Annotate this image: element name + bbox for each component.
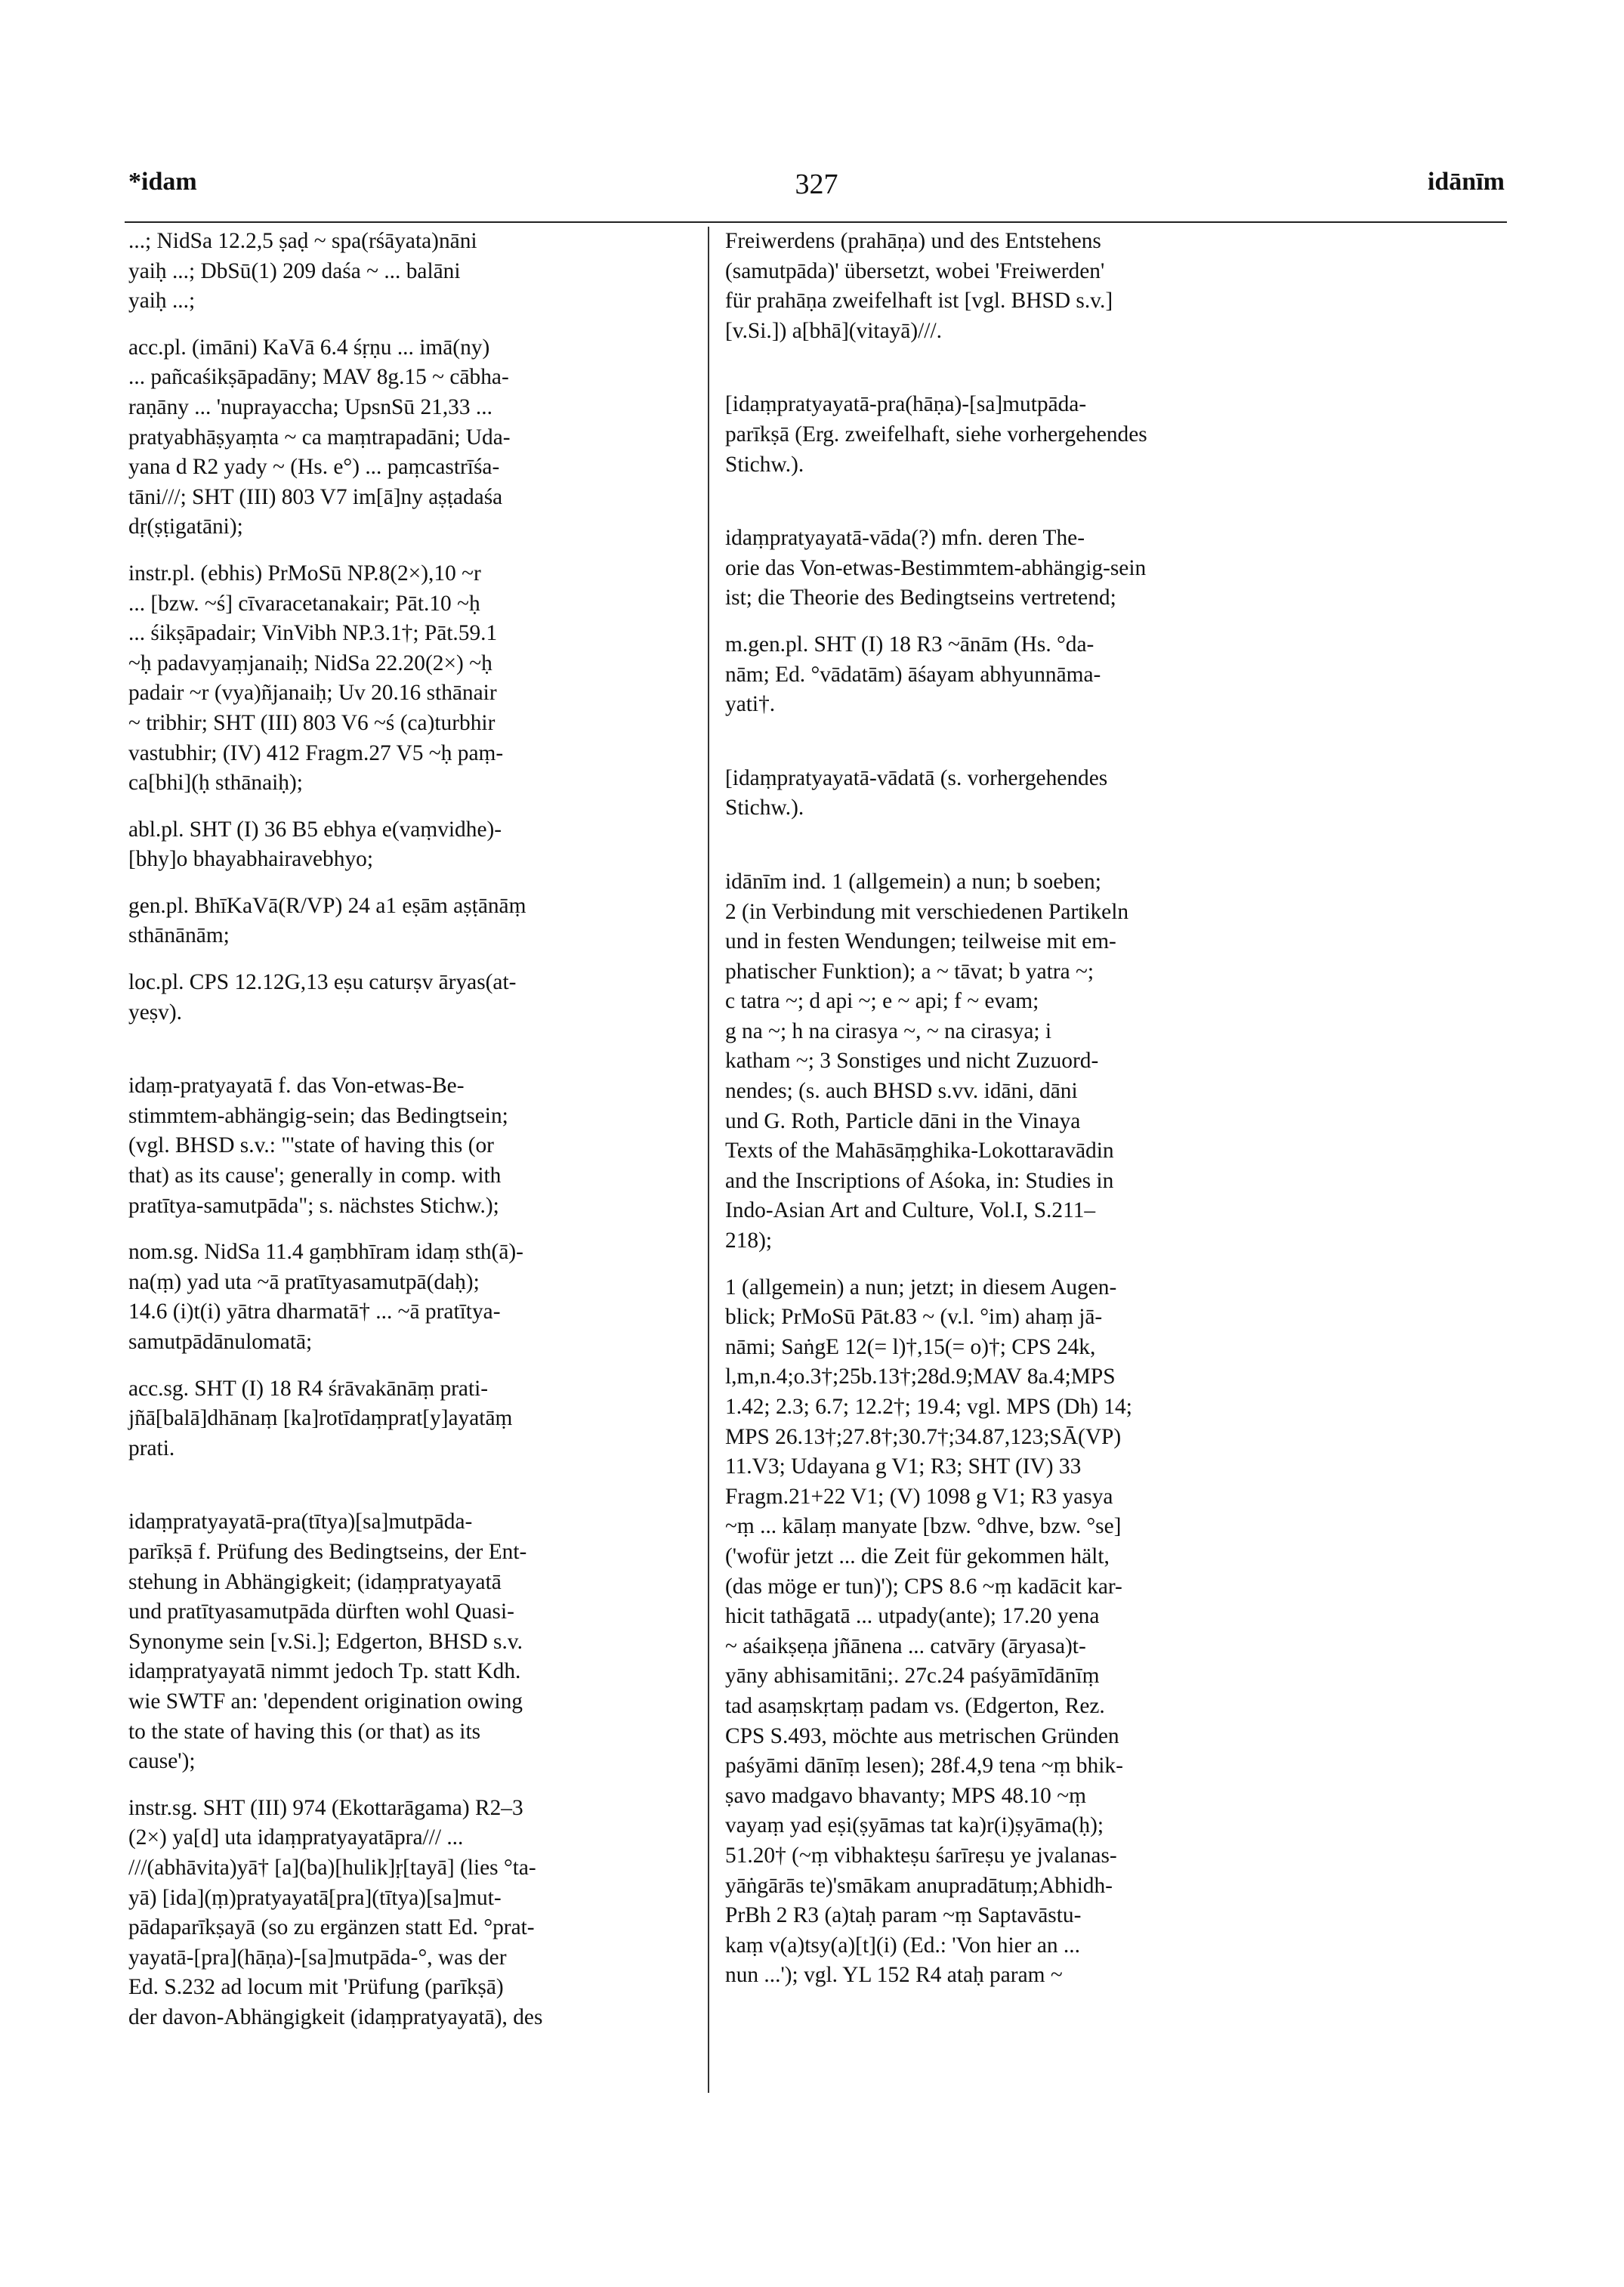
text-line: [idaṃpratyayatā-vādatā (s. vorhergehendes: [725, 765, 1108, 790]
text-line: hicit tathāgatā ... utpady(ante); 17.20 yena: [725, 1604, 1100, 1629]
entry-block: [128, 333, 691, 542]
text-line: abl.pl. SHT (I) 36 B5 ebhya e(vaṃvidhe)-: [128, 817, 502, 842]
text-line: loc.pl. CPS 12.12G,13 eṣu caturṣv āryas(at-: [128, 970, 517, 995]
text-line: tāni///; SHT (III) 803 V7 im[ā]ny aṣṭadaśa: [128, 484, 503, 509]
running-head-right: idānīm: [1427, 168, 1505, 196]
entry-block: [128, 1507, 691, 1776]
page-header: [128, 168, 1505, 213]
text-line: yana d R2 yady ~ (Hs. e°) ... paṃcastrīśa-: [128, 455, 500, 480]
block-spacer: [725, 480, 1507, 524]
block-spacer: [725, 613, 1507, 630]
text-line: yāṅgārās te)'smākam anupradātuṃ;Abhidh-: [725, 1873, 1113, 1898]
left-column: [128, 227, 691, 2032]
block-spacer: [128, 875, 691, 892]
block-spacer: [725, 824, 1507, 867]
entry-block: [128, 559, 691, 799]
text-line: acc.pl. (imāni) KaVā 6.4 śṛṇu ... imā(ny): [128, 335, 490, 360]
text-line: phatischer Funktion); a ~ tāvat; b yatra ~;: [725, 959, 1095, 984]
entry-block: [128, 1238, 691, 1357]
text-line: vastubhir; (IV) 412 Fragm.27 V5 ~ḥ paṃ-: [128, 740, 504, 765]
text-line: idaṃ-pratyayatā f. das Von-etwas-Be-: [128, 1074, 465, 1099]
entry-block: [725, 1273, 1507, 1991]
text-line: ṣavo madgavo bhavanty; MPS 48.10 ~ṃ: [725, 1783, 1086, 1808]
text-line: paśyāmi dānīṃ lesen); 28f.4,9 tena ~ṃ bhik-: [725, 1754, 1123, 1779]
text-line: sthānānām;: [128, 923, 230, 948]
header-rule: [125, 221, 1507, 223]
block-spacer: [128, 1777, 691, 1794]
text-line: ...; NidSa 12.2,5 ṣaḍ ~ spa(rśāyata)nāni: [128, 229, 477, 253]
text-line: nun ...'); vgl. YL 152 R4 ataḥ param ~: [725, 1963, 1063, 1988]
block-spacer: [725, 1256, 1507, 1273]
text-line: idānīm ind. 1 (allgemein) a nun; b soeben;: [725, 869, 1101, 894]
text-line: tad asaṃskṛtaṃ padam vs. (Edgerton, Rez.: [725, 1693, 1105, 1718]
text-line: der davon-Abhängigkeit (idaṃpratyayatā), des: [128, 2004, 543, 2029]
block-spacer: [725, 720, 1507, 764]
text-line: Indo-Asian Art and Culture, Vol.I, S.211–: [725, 1198, 1096, 1223]
text-line: ('wofür jetzt ... die Zeit für gekommen hält,: [725, 1544, 1110, 1568]
text-line: für prahāṇa zweifelhaft ist [vgl. BHSD s.v.]: [725, 289, 1113, 314]
entry-block: [128, 1071, 691, 1221]
text-line: instr.sg. SHT (III) 974 (Ekottarāgama) R2–3: [128, 1795, 523, 1820]
text-line: [v.Si.]) a[bhā](vitayā)///.: [725, 318, 942, 343]
text-line: yaiḥ ...;: [128, 289, 196, 314]
block-spacer: [128, 542, 691, 559]
text-line: vayaṃ yad eṣi(ṣyāmas tat ka)r(i)ṣyāma(ḥ);: [725, 1813, 1104, 1838]
text-line: 11.V3; Udayana g V1; R3; SHT (IV) 33: [725, 1454, 1082, 1479]
text-line: jñā[balā]dhānaṃ [ka]rotīdaṃprat[y]ayatāṃ: [128, 1406, 513, 1431]
text-line: ... pañcaśikṣāpadāny; MAV 8g.15 ~ cābha-: [128, 365, 509, 390]
text-line: samutpādānulomatā;: [128, 1330, 313, 1354]
column-divider: [708, 227, 709, 2093]
text-line: raṇāny ... 'nuprayaccha; UpsnSū 21,33 ...: [128, 394, 492, 419]
text-line: yayatā-[pra](hāṇa)-[sa]mutpāda-°, was der: [128, 1945, 507, 1970]
entry-block: [128, 1374, 691, 1464]
entry-block: [725, 764, 1507, 824]
block-spacer: [128, 1358, 691, 1374]
block-spacer: [128, 1463, 691, 1507]
text-line: ~ṃ ... kālaṃ manyate [bzw. °dhve, bzw. °se]: [725, 1514, 1122, 1539]
text-line: stimmtem-abhängig-sein; das Bedingtsein;: [128, 1103, 508, 1128]
text-line: ca[bhi](ḥ sthānaiḥ);: [128, 771, 303, 796]
text-line: MPS 26.13†;27.8†;30.7†;34.87,123;SĀ(VP): [725, 1424, 1122, 1449]
text-line: gen.pl. BhīKaVā(R/VP) 24 a1 eṣām aṣṭānāṃ: [128, 893, 526, 918]
block-spacer: [128, 951, 691, 968]
text-line: parīkṣā f. Prüfung des Bedingtseins, der Ent-: [128, 1539, 527, 1564]
text-line: [bhy]o bhayabhairavebhyo;: [128, 847, 374, 872]
text-line: [idaṃpratyayatā-pra(hāṇa)-[sa]mutpāda-: [725, 392, 1087, 417]
text-line: und G. Roth, Particle dāni in the Vinaya: [725, 1108, 1081, 1133]
block-spacer: [128, 317, 691, 333]
text-line: l,m,n.4;o.3†;25b.13†;28d.9;MAV 8a.4;MPS: [725, 1364, 1116, 1389]
block-spacer: [128, 1221, 691, 1238]
text-line: parīkṣā (Erg. zweifelhaft, siehe vorhergehendes: [725, 422, 1147, 447]
text-line: stehung in Abhängigkeit; (idaṃpratyayatā: [128, 1569, 502, 1594]
block-spacer: [725, 346, 1507, 390]
text-line: c tatra ~; d api ~; e ~ api; f ~ evam;: [725, 989, 1039, 1014]
text-line: 1.42; 2.3; 6.7; 12.2†; 19.4; vgl. MPS (Dh) 14;: [725, 1395, 1132, 1419]
text-line: g na ~; h na cirasya ~, ~ na cirasya; i: [725, 1018, 1052, 1043]
text-line: yeṣv).: [128, 1000, 183, 1025]
entry-block: [128, 892, 691, 951]
running-head-left: *idam: [128, 168, 197, 196]
text-line: yaiḥ ...; DbSū(1) 209 daśa ~ ... balāni: [128, 258, 461, 283]
text-line: idaṃpratyayatā-vāda(?) mfn. deren The-: [725, 526, 1085, 551]
text-line: wie SWTF an: 'dependent origination owing: [128, 1689, 523, 1714]
entry-block: [725, 390, 1507, 480]
text-line: kaṃ v(a)tsy(a)[t](i) (Ed.: 'Von hier an ...: [725, 1933, 1080, 1958]
text-line: 51.20† (~ṃ vibhakteṣu śarīreṣu ye jvalanas-: [725, 1843, 1117, 1868]
text-line: katham ~; 3 Sonstiges und nicht Zuzuord-: [725, 1049, 1099, 1074]
text-line: CPS S.493, möchte aus metrischen Gründen: [725, 1723, 1119, 1748]
entry-block: [725, 630, 1507, 720]
text-line: Texts of the Mahāsāṃghika-Lokottaravādin: [725, 1139, 1114, 1164]
text-line: dṛ(ṣṭigatāni);: [128, 515, 243, 539]
text-line: Fragm.21+22 V1; (V) 1098 g V1; R3 yasya: [725, 1484, 1113, 1509]
text-line: und pratītyasamutpāda dürften wohl Quasi-: [128, 1599, 514, 1624]
text-line: und in festen Wendungen; teilweise mit em-: [725, 929, 1116, 954]
text-line: ... [bzw. ~ś] cīvaracetanakair; Pāt.10 ~ḥ: [128, 591, 480, 616]
text-line: orie das Von-etwas-Bestimmtem-abhängig-sein: [725, 555, 1147, 580]
text-line: Synonyme sein [v.Si.]; Edgerton, BHSD s.v.: [128, 1629, 523, 1654]
text-line: pādaparīkṣayā (so zu ergänzen statt Ed. °prat-: [128, 1915, 535, 1940]
entry-block: [128, 1794, 691, 2033]
entry-block: [128, 227, 691, 317]
text-line: Stichw.).: [725, 452, 804, 477]
text-line: yāny abhisamitāni;. 27c.24 paśyāmīdānīṃ: [725, 1664, 1100, 1689]
text-line: instr.pl. (ebhis) PrMoSū NP.8(2×),10 ~r: [128, 561, 481, 586]
block-spacer: [128, 799, 691, 815]
text-line: pratyabhāṣyaṃta ~ ca maṃtrapadāni; Uda-: [128, 425, 511, 450]
text-line: (das möge er tun)'); CPS 8.6 ~ṃ kadācit kar-: [725, 1574, 1122, 1599]
text-line: 218);: [725, 1228, 773, 1253]
text-line: 2 (in Verbindung mit verschiedenen Partikeln: [725, 899, 1129, 924]
entry-block: [725, 524, 1507, 613]
text-line: na(ṃ) yad uta ~ā pratītyasamutpā(daḥ);: [128, 1269, 480, 1294]
text-line: ~ tribhir; SHT (III) 803 V6 ~ś (ca)turbhir: [128, 710, 496, 735]
entry-block: [725, 867, 1507, 1256]
page-number: 327: [795, 168, 838, 200]
text-line: (samutpāda)' übersetzt, wobei 'Freiwerden': [725, 258, 1105, 283]
text-line: 1 (allgemein) a nun; jetzt; in diesem Augen-: [725, 1275, 1117, 1300]
entry-block: [725, 227, 1507, 346]
text-line: ///(abhāvita)yā† [a](ba)[hulik]ṛ[tayā] (lies °ta-: [128, 1855, 536, 1880]
text-line: idaṃpratyayatā nimmt jedoch Tp. statt Kdh.: [128, 1659, 521, 1684]
text-line: ~ aśaikṣeṇa jñānena ... catvāry (āryasa)t-: [725, 1633, 1086, 1658]
text-line: pratītya-samutpāda"; s. nächstes Stichw.);: [128, 1193, 499, 1218]
text-line: m.gen.pl. SHT (I) 18 R3 ~ānām (Hs. °da-: [725, 632, 1095, 657]
text-line: Stichw.).: [725, 796, 804, 821]
text-line: acc.sg. SHT (I) 18 R4 śrāvakānāṃ prati-: [128, 1376, 489, 1401]
text-line: ... śikṣāpadair; VinVibh NP.3.1†; Pāt.59.1: [128, 621, 498, 646]
text-line: ist; die Theorie des Bedingtseins vertretend;: [725, 586, 1116, 610]
text-line: padair ~r (vya)ñjanaiḥ; Uv 20.16 sthānair: [128, 681, 497, 706]
text-line: cause');: [128, 1749, 196, 1774]
text-line: Ed. S.232 ad locum mit 'Prüfung (parīkṣā): [128, 1975, 504, 2000]
text-line: (vgl. BHSD s.v.: "'state of having this (or: [128, 1133, 494, 1158]
text-line: idaṃpratyayatā-pra(tītya)[sa]mutpāda-: [128, 1510, 473, 1534]
right-column: [725, 227, 1507, 1991]
text-line: that) as its cause'; generally in comp. with: [128, 1164, 502, 1188]
block-spacer: [128, 1028, 691, 1071]
text-line: (2×) ya[d] uta idaṃpratyayatāpra/// ...: [128, 1825, 464, 1850]
text-line: nendes; (s. auch BHSD s.vv. idāni, dāni: [725, 1079, 1078, 1104]
text-line: blick; PrMoSū Pāt.83 ~ (v.l. °im) ahaṃ jā-: [725, 1305, 1103, 1330]
entry-block: [128, 815, 691, 875]
text-line: 14.6 (i)t(i) yātra dharmatā† ... ~ā pratītya-: [128, 1300, 501, 1324]
text-line: and the Inscriptions of Aśoka, in: Studies in: [725, 1168, 1114, 1193]
text-line: ~ḥ padavyaṃjanaiḥ; NidSa 22.20(2×) ~ḥ: [128, 651, 492, 675]
text-line: Freiwerdens (prahāṇa) und des Entstehens: [725, 229, 1101, 253]
text-line: nom.sg. NidSa 11.4 gaṃbhīram idaṃ sth(ā)-: [128, 1240, 523, 1265]
text-line: prati.: [128, 1436, 175, 1460]
text-line: nām; Ed. °vādatām) āśayam abhyunnāma-: [725, 662, 1101, 687]
text-line: nāmi; SaṅgE 12(= l)†,15(= o)†; CPS 24k,: [725, 1334, 1096, 1359]
text-line: yā) [ida](ṃ)pratyayatā[pra](tītya)[sa]mut-: [128, 1885, 502, 1910]
entry-block: [128, 968, 691, 1028]
text-line: yati†.: [725, 692, 776, 717]
text-line: to the state of having this (or that) as its: [128, 1719, 481, 1744]
text-line: PrBh 2 R3 (a)taḥ param ~ṃ Saptavāstu-: [725, 1903, 1082, 1928]
